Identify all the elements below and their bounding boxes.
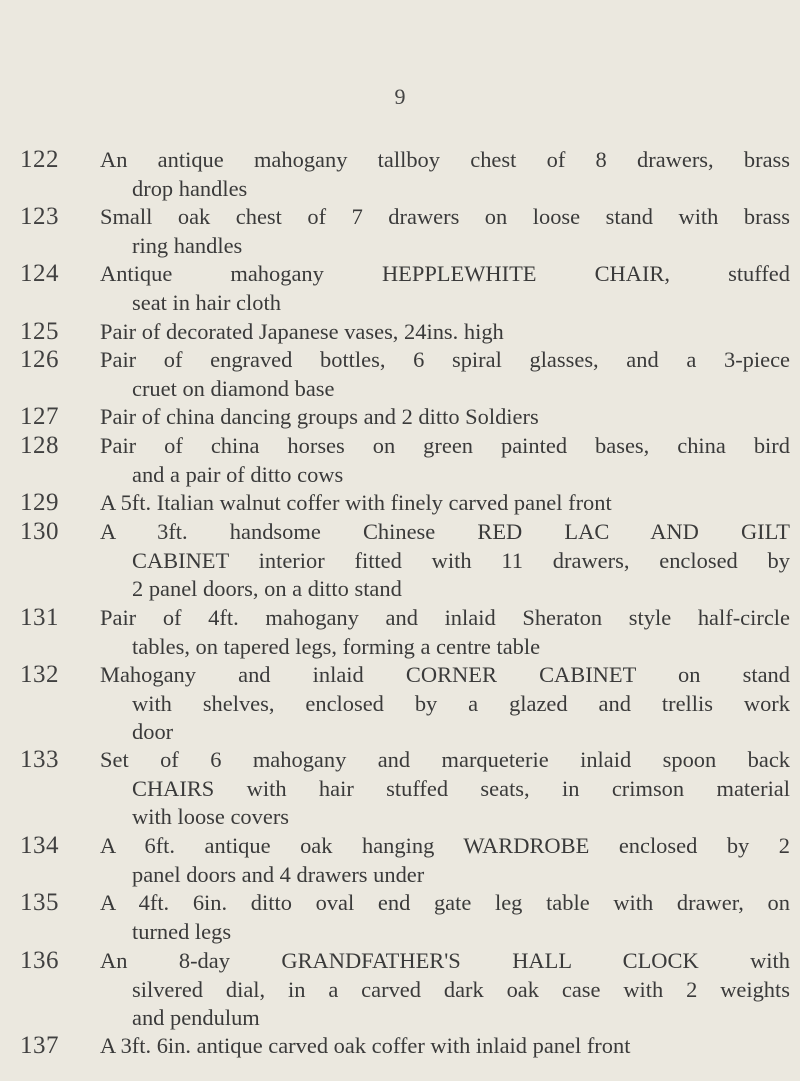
lot-description-line: seat in hair cloth (132, 289, 281, 315)
lot-number: 124 (20, 260, 59, 287)
lot-description (100, 489, 790, 518)
lot-number: 131 (20, 604, 59, 631)
lot-description (100, 518, 790, 604)
lot-number: 132 (20, 661, 59, 688)
lot-description-line: turned legs (132, 918, 232, 944)
lot-description-line: cruet on diamond base (132, 375, 335, 401)
lot-description (100, 146, 790, 203)
lot-description-line: An antique mahogany tallboy chest of 8 drawers, brass (100, 147, 790, 172)
lot-description-line: Pair of 4ft. mahogany and inlaid Sheraton style half-circle (100, 605, 790, 630)
lot-description (100, 832, 790, 889)
lot-number: 123 (20, 203, 59, 230)
lot-description (100, 203, 790, 260)
lot-description-line: drop handles (132, 175, 248, 201)
lot-description-line: tables, on tapered legs, forming a centre table (132, 633, 541, 659)
lot-description-line: door (132, 719, 174, 745)
lot-number: 126 (20, 346, 59, 373)
lot-description-line: A 4ft. 6in. ditto oval end gate leg table with drawer, on (100, 890, 790, 915)
lot-description-line: An 8-day GRANDFATHER'S HALL CLOCK with (100, 948, 790, 973)
lot-description-line: 2 panel doors, on a ditto stand (132, 576, 402, 602)
lot-number: 137 (20, 1032, 59, 1059)
lot-number: 135 (20, 889, 59, 916)
lot-description (100, 346, 790, 403)
lot-description-line: A 3ft. handsome Chinese RED LAC AND GILT (100, 519, 790, 544)
lot-description-line: ring handles (132, 232, 243, 258)
lot-description (100, 746, 790, 832)
lot-description-line: Antique mahogany HEPPLEWHITE CHAIR, stuffed (100, 261, 790, 286)
lot-description-line: Pair of engraved bottles, 6 spiral glasses, and a 3-piece (100, 347, 790, 372)
lot-description-line: with shelves, enclosed by a glazed and trellis work (132, 690, 790, 716)
lot-number: 136 (20, 947, 59, 974)
lot-description (100, 403, 790, 432)
lot-number: 133 (20, 746, 59, 773)
lot-description (100, 604, 790, 661)
lot-description (100, 889, 790, 946)
lot-description-line: silvered dial, in a carved dark oak case with 2 weights (132, 976, 790, 1002)
lot-description (100, 947, 790, 1033)
lot-description-line: with loose covers (132, 804, 290, 830)
lot-description-line: Pair of china dancing groups and 2 ditto Soldiers (100, 404, 539, 429)
lot-number: 128 (20, 432, 59, 459)
lot-description-line: A 3ft. 6in. antique carved oak coffer with inlaid panel front (100, 1033, 631, 1058)
lot-description-line: Small oak chest of 7 drawers on loose stand with brass (100, 204, 790, 229)
lot-description-line: and a pair of ditto cows (132, 461, 344, 487)
lot-number: 122 (20, 146, 59, 173)
lot-description-line: Set of 6 mahogany and marqueterie inlaid spoon back (100, 747, 790, 772)
lot-description-line: panel doors and 4 drawers under (132, 861, 425, 887)
lot-description-line: CABINET interior fitted with 11 drawers, enclosed by (132, 547, 790, 573)
lot-description-line: CHAIRS with hair stuffed seats, in crimson material (132, 775, 790, 801)
lot-number: 127 (20, 403, 59, 430)
page-number: 9 (394, 84, 406, 109)
lot-description (100, 1032, 790, 1061)
lot-description-line: and pendulum (132, 1005, 260, 1031)
lot-description-line: A 6ft. antique oak hanging WARDROBE enclosed by 2 (100, 833, 790, 858)
lot-description-line: Mahogany and inlaid CORNER CABINET on stand (100, 662, 790, 687)
lot-description (100, 260, 790, 317)
lot-number: 134 (20, 832, 59, 859)
lot-description-line: Pair of china horses on green painted bases, china bird (100, 433, 790, 458)
lot-description-line: A 5ft. Italian walnut coffer with finely carved panel front (100, 490, 612, 515)
lot-description-line: Pair of decorated Japanese vases, 24ins. high (100, 319, 504, 344)
lot-number: 125 (20, 318, 59, 345)
lot-number: 130 (20, 518, 59, 545)
lot-description (100, 661, 790, 747)
lot-description (100, 318, 790, 347)
lot-description (100, 432, 790, 489)
lot-number: 129 (20, 489, 59, 516)
